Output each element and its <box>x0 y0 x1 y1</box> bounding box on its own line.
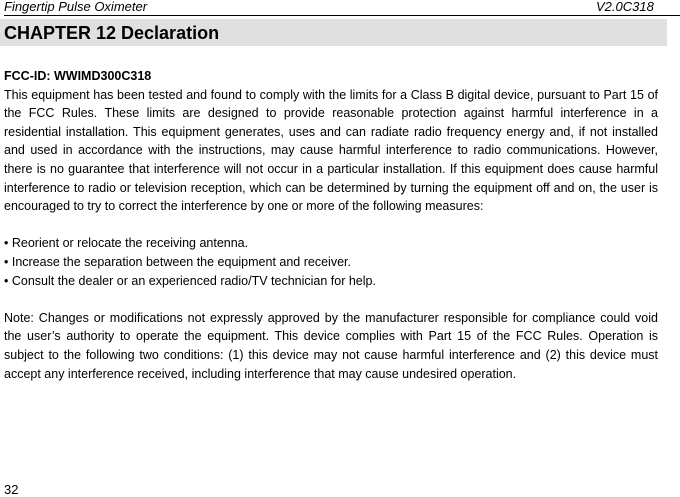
note-paragraph: Note: Changes or modifications not expressly approved by the manufacturer responsible for compliance could void the user’s authority to operate the equipment. This device complies with Part 15 of the FCC Rules. Operation is subject to the following two conditions: (1) this device may not cause harmful interference and (2) this device must accept any interference received, including interference that may cause undesired operation. <box>4 310 658 381</box>
spacer <box>4 216 658 235</box>
measure-list-item: • Consult the dealer or an experienced radio/TV technician for help. <box>4 273 376 288</box>
page-number: 32 <box>4 482 19 497</box>
page-header <box>4 0 680 16</box>
document-version: V2.0C318 <box>596 0 654 14</box>
spacer <box>4 290 658 309</box>
chapter-title: CHAPTER 12 Declaration <box>4 23 220 43</box>
declaration-content <box>4 67 658 383</box>
fcc-id: FCC-ID: WWIMD300C318 <box>4 69 152 83</box>
measure-list-item: • Reorient or relocate the receiving antenna. <box>4 236 249 251</box>
measure-list-item: • Increase the separation between the equipment and receiver. <box>4 254 351 269</box>
compliance-paragraph: This equipment has been tested and found to comply with the limits for a Class B digital device, pursuant to Part 15 of the FCC Rules. These limits are designed to provide reasonable protection against harmful interference in a residential installation. This equipment generates, uses and can radiate radio frequency energy and, if not installed and used in accordance with the instructions, may cause harmful interference to radio communications. However, there is no guarantee that interference will not occur in a particular installation. If this equipment does cause harmful interference to radio or television reception, which can be determined by turning the equipment off and on, the user is encouraged to try to correct the interference by one or more of the following measures: <box>4 87 658 214</box>
document-title: Fingertip Pulse Oximeter <box>4 0 148 14</box>
chapter-heading-bar <box>0 19 667 46</box>
